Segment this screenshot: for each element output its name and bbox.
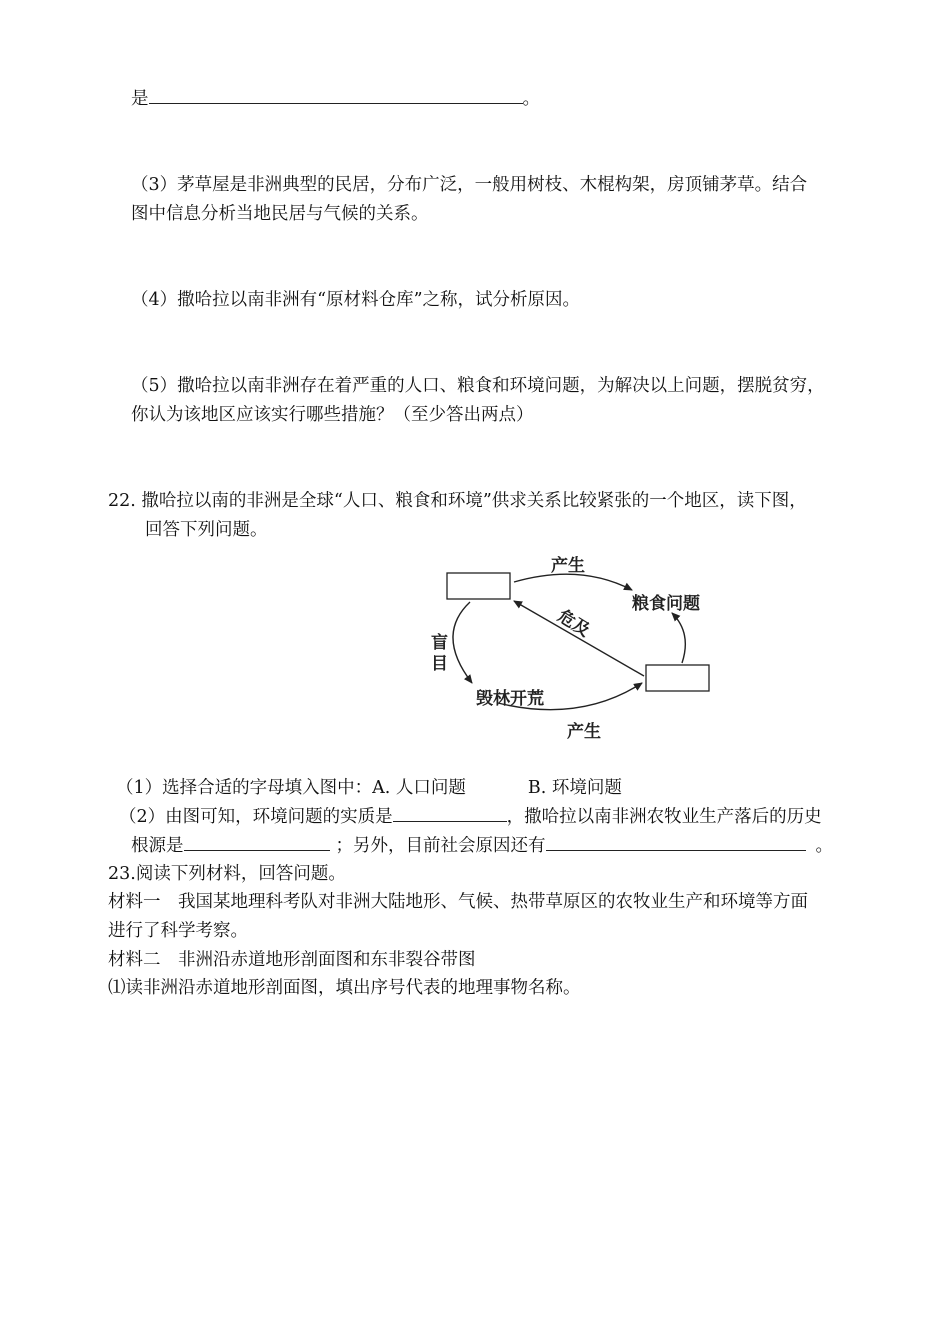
- question-22-sub-1: [116, 776, 622, 800]
- material-2: 材料二 非洲沿赤道地形剖面图和东非裂谷带图: [108, 950, 476, 970]
- question-22-line-2: 回答下列问题。: [145, 520, 268, 540]
- answer-blank[interactable]: [149, 86, 523, 104]
- sub-2-text-b: ，撒哈拉以南非洲农牧业生产落后的历史: [506, 807, 822, 827]
- bottom-answer-box[interactable]: [646, 665, 709, 691]
- question-5-line-2: 你认为该地区应该实行哪些措施？（至少答出两点）: [131, 405, 534, 425]
- question-5-line-1: （5）撒哈拉以南非洲存在着严重的人口、粮食和环境问题，为解决以上问题，摆脱贫穷，: [131, 376, 825, 396]
- question-3-line-1: （3）茅草屋是非洲典型的民居，分布广泛，一般用树枝、木棍构架，房顶铺茅草。结合: [131, 175, 808, 195]
- answer-blank-social[interactable]: [546, 833, 806, 851]
- question-22-sub-2-line-2: [131, 833, 833, 858]
- blind-label-2: 目: [431, 654, 448, 674]
- question-3-line-2: 图中信息分析当地民居与气候的关系。: [131, 204, 429, 224]
- deforestation-label: 毁林开荒: [476, 689, 544, 709]
- sub-2-text-a: （2）由图可知，环境问题的实质是: [119, 807, 393, 827]
- material-1-line-1: 材料一 我国某地理科考队对非洲大陆地形、气候、热带草原区的农牧业生产和环境等方面: [108, 892, 808, 912]
- blind-arrow: [453, 602, 472, 683]
- sub-1-prefix: （1）选择合适的字母填入图中：A. 人口问题: [116, 778, 466, 798]
- blind-label-1: 盲: [431, 633, 448, 653]
- question-23-sub-1: ⑴读非洲沿赤道地形剖面图，填出序号代表的地理事物名称。: [108, 978, 581, 998]
- grain-problem-label: 粮食问题: [632, 594, 700, 614]
- top-answer-box[interactable]: [447, 573, 510, 599]
- top-produce-arrow: [514, 574, 632, 590]
- sub-2-text-d: ；另外，目前社会原因还有: [335, 836, 546, 856]
- material-1-line-2: 进行了科学考察。: [108, 921, 248, 941]
- sub-1-option-b: B. 环境问题: [527, 778, 622, 798]
- sub-2-text-e: 。: [815, 836, 833, 856]
- answer-blank-environment[interactable]: [393, 804, 507, 822]
- bottom-produce-label: 产生: [567, 722, 601, 742]
- question-22-line-1: 22. 撒哈拉以南的非洲是全球“人口、粮食和环境”供求关系比较紧张的一个地区，读下图，: [108, 491, 807, 511]
- danger-label: 危及: [553, 606, 594, 642]
- population-food-environment-cycle-diagram: [410, 545, 740, 750]
- line-start-text: 是: [131, 89, 149, 109]
- answer-blank-history[interactable]: [184, 833, 330, 851]
- question-22-sub-2-line-1: [119, 804, 822, 829]
- question-4: （4）撒哈拉以南非洲有“原材料仓库”之称，试分析原因。: [131, 290, 581, 310]
- answer-line-row: [131, 86, 540, 111]
- line-end-text: 。: [522, 89, 540, 109]
- top-produce-label: 产生: [551, 556, 585, 576]
- question-23-intro: 23.阅读下列材料，回答问题。: [108, 864, 346, 884]
- right-arrow: [672, 613, 685, 663]
- sub-2-text-c: 根源是: [131, 836, 184, 856]
